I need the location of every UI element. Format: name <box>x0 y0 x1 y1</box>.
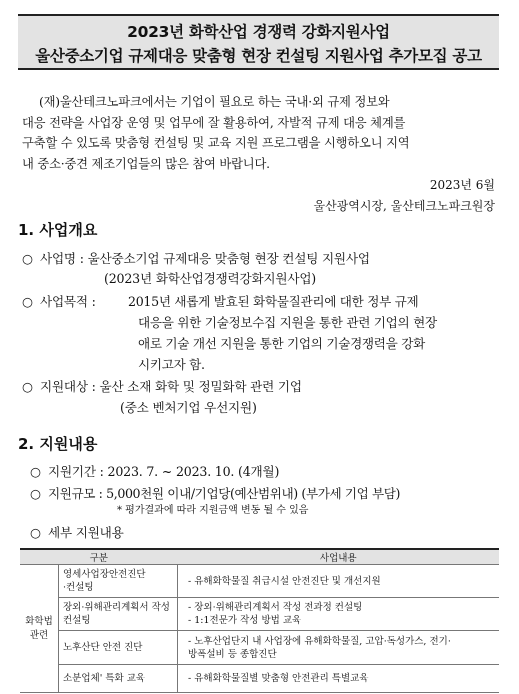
intro-paragraph <box>22 92 498 174</box>
detail-title: 세부 지원내용 <box>48 525 124 540</box>
overview-value-cont: (2023년 화학산업경쟁력강화지원사업) <box>104 271 316 286</box>
page-subtitle: 울산중소기업 규제대응 맞춤형 현장 컨설팅 지원사업 추가모집 공고 <box>35 47 482 65</box>
table-header-category: 구분 <box>20 549 178 565</box>
overview-label: 사업목적 : <box>40 294 96 309</box>
intro-line: (재)울산테크노파크에서는 기업이 필요로 하는 국내·외 규제 정보와 <box>39 95 390 109</box>
overview-value-cont: 애로 기술 개선 지원을 통한 기업의 기술경쟁력을 강화 <box>138 336 425 351</box>
support-scale: 지원규모 : 5,000천원 이내/기업당(예산범위내) (부가세 기업 부담) <box>48 486 401 501</box>
intro-line: 내 중소·중견 제조기업들의 많은 참여 바랍니다. <box>22 156 270 171</box>
section2-heading: 2. 지원내용 <box>18 435 98 453</box>
table-row <box>20 631 499 665</box>
support-scale-row <box>30 483 400 502</box>
overview-value: 울산 소재 화학 및 정밀화학 관련 기업 <box>99 379 302 394</box>
overview-value-cont: (중소 벤처기업 우선지원) <box>120 400 257 415</box>
overview-value-cont: 시키고자 함. <box>138 357 205 372</box>
table-category-cell: 화학법 관련 <box>20 565 59 693</box>
bullet-icon: ○ <box>30 525 41 540</box>
table-content-cell: - 유해화학물질별 맞춤형 안전관리 특별교육 <box>178 665 500 693</box>
bullet-icon: ○ <box>22 294 33 309</box>
table-sub-cell: 노후산단 안전 진단 <box>59 631 178 665</box>
table-content-cell: - 장외·위해관리계획서 작성 전과정 컨설팅 - 1:1전문가 작성 방법 교육 <box>178 598 500 631</box>
bullet-icon: ○ <box>22 379 33 394</box>
overview-label: 사업명 : <box>40 251 84 266</box>
support-detail-table <box>20 548 499 693</box>
intro-line: 대응 전략을 사업장 운영 및 업무에 잘 활용하여, 자발적 규제 대응 체계를 <box>22 115 406 130</box>
table-header-content: 사업내용 <box>178 549 500 565</box>
announcement-signature: 울산광역시장, 울산테크노파크원장 <box>313 199 495 213</box>
overview-label: 지원대상 : <box>40 379 96 394</box>
announcement-date: 2023년 6월 <box>429 178 495 192</box>
overview-value: 울산중소기업 규제대응 맞춤형 현장 컨설팅 지원사업 <box>87 251 370 266</box>
bullet-icon: ○ <box>30 464 41 479</box>
page-title: 2023년 화학산업 경쟁력 강화지원사업 <box>127 23 390 41</box>
table-content-cell: - 노후산업단지 내 사업장에 유해화학물질, 고압·독성가스, 전기· 방폭설비 등 종합진단 <box>178 631 500 665</box>
table-sub-cell: 소분업체' 특화 교육 <box>59 665 178 693</box>
detail-title-row <box>30 522 124 541</box>
overview-purpose-row <box>22 291 96 310</box>
intro-line: 구축할 수 있도록 맞춤형 컨설팅 및 교육 지원 프로그램을 시행하오니 지역 <box>22 136 410 150</box>
bullet-icon: ○ <box>22 251 33 266</box>
support-note: * 평가결과에 따라 지원금액 변동 될 수 있음 <box>117 505 309 516</box>
bullet-icon: ○ <box>30 486 41 501</box>
table-row <box>20 565 499 598</box>
title-box <box>18 14 499 70</box>
table-sub-cell: 장외·위해관리계획서 작성 컨설팅 <box>59 598 178 631</box>
table-sub-cell: 영세사업장안전진단 ·컨설팅 <box>59 565 178 598</box>
table-content-cell: - 유해화학물질 취급시설 안전진단 및 개선지원 <box>178 565 500 598</box>
table-row <box>20 598 499 631</box>
table-row <box>20 665 499 693</box>
section1-heading: 1. 사업개요 <box>18 221 98 239</box>
overview-name-row <box>22 248 370 267</box>
overview-value-cont: 대응을 위한 기술정보수집 지원을 통한 관련 기업의 현장 <box>138 315 437 330</box>
support-period-row <box>30 461 279 480</box>
overview-target-row <box>22 376 302 395</box>
support-period: 지원기간 : 2023. 7. ~ 2023. 10. (4개월) <box>48 464 280 479</box>
table-header-row <box>20 549 499 565</box>
overview-value: 2015년 새롭게 발효된 화학물질관리에 대한 정부 규제 <box>128 294 419 309</box>
